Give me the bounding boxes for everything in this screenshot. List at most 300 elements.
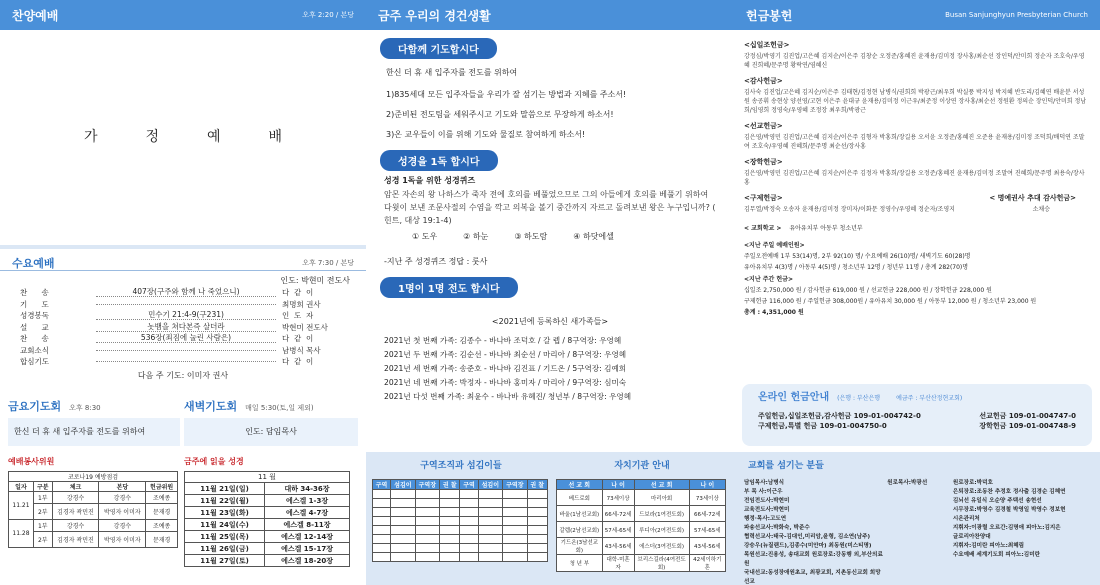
- table-row: [373, 517, 548, 526]
- table-row: [373, 553, 548, 562]
- friday-prayer-time: 오후 8:30: [69, 404, 101, 412]
- servant-line: 담임목사:남병식: [744, 480, 785, 486]
- quiz-option: ② 하눈: [463, 232, 489, 241]
- table-cell: [391, 517, 415, 526]
- table-cell: [391, 499, 415, 508]
- last-quiz-answer: -지난 주 성경퀴즈 정답 : 룻사: [384, 257, 488, 266]
- pray-items: [380, 78, 720, 140]
- table-row: [185, 495, 350, 507]
- offering-block-body: [744, 86, 1090, 115]
- praise-service-header: [0, 0, 366, 30]
- table-cell: 조예종: [146, 520, 178, 532]
- table-cell: [373, 517, 391, 526]
- table-header: 구역: [373, 480, 391, 490]
- online-offering: [742, 384, 1092, 446]
- order-item-name: 교회소식: [20, 345, 49, 355]
- offering-block: [744, 76, 1090, 121]
- table-cell: [503, 535, 527, 544]
- home-worship-char: 정: [145, 129, 160, 145]
- service-order-row: [20, 345, 350, 357]
- attendance-line: 주일오전예배 1부 53(14)명, 2부 92(10) 명/ 수요예배 26(10)명/ 새벽기도 60(28)명: [744, 253, 971, 260]
- servant-line: 협력선교사:태국-김대인,미리암,윤형, 김소연(남주): [744, 534, 871, 540]
- service-order-row: [20, 356, 350, 368]
- table-cell: [460, 544, 478, 553]
- table-cell: [527, 553, 547, 562]
- table-cell: [478, 508, 502, 517]
- table-cell: 대학-미혼자: [602, 555, 634, 572]
- table-header: 선 교 회: [634, 480, 689, 490]
- table-cell: [503, 553, 527, 562]
- offering-block-title: <감사헌금>: [744, 77, 783, 85]
- table-header: 섬김이: [391, 480, 415, 490]
- order-item-person: 다 같 이: [282, 334, 314, 344]
- table-cell: [391, 535, 415, 544]
- table-cell: 2부: [33, 504, 52, 520]
- table-cell: [440, 553, 460, 562]
- table-row: [373, 499, 548, 508]
- order-item-person: 다 같 이: [282, 357, 314, 367]
- offering-block-text: 김은영/박영민 김진업/고은혜 김지순/이은주 김정자 박홍희/장길용 오정준/홍혜진 윤재용/김미정 조말여 진혜희/문주명 최용숙/장사홍: [744, 170, 1085, 186]
- bible-reading-pill: 성경을 1독 합시다: [380, 150, 498, 171]
- offering-header: [734, 0, 1100, 30]
- online-account: 구제헌금,특별 헌금 109-01-004750-0: [758, 422, 887, 430]
- table-cell: 강경수: [99, 492, 146, 504]
- column-2: [366, 0, 734, 585]
- table-cell: 73세이상: [602, 490, 634, 506]
- new-family-line: 2021년 네 번째 가족: 박정자 - 바나바 홍미자 / 마리아 / 9구역장: 심미숙: [384, 378, 627, 387]
- order-item-detail: 민수기 21:4-9(구231): [96, 311, 276, 320]
- offering-block-body: [744, 131, 1090, 151]
- praise-service-title: 찬양예배: [12, 8, 59, 23]
- table-row: [557, 538, 726, 555]
- table-cell: 11월 22일(월): [185, 495, 265, 507]
- order-item-person: 인 도 자: [282, 311, 314, 321]
- income-line: 십일조 2,750,000 원 / 감사헌금 619,000 원 / 선교헌금 228,000 원 / 장학헌금 228,000 원: [744, 287, 992, 294]
- service-order-row: [20, 333, 350, 345]
- offering-block-text: 김사숙 김진업/고은혜 김지순/이은주 김태현/김정현 남병식/권희희 박광근/최우희 박실풍 박지성 박지혜 반도리/김혜연 배윤분 서성원 송공휘 송현상 양선영/고현 이은주 윤대규 윤재용/김미정 이근우/최준정 이상연 장사홍/최순선 정원환 정의순 장인덕/안미희 정남희/임영희 정영숙/우영혜 조정장 최우희/박광근: [744, 89, 1087, 114]
- order-item-name: 찬 송: [20, 288, 49, 298]
- table-cell: [503, 526, 527, 535]
- offering-block-head: [744, 40, 1090, 50]
- weekly-reading-title: 금주에 읽을 성경: [184, 457, 244, 466]
- table-cell: 11.28: [9, 520, 34, 548]
- service-committee: [8, 456, 180, 548]
- servant-line: 전임전도사:박현미: [744, 498, 790, 504]
- table-row: [185, 507, 350, 519]
- offering-title: 헌금봉헌: [746, 8, 793, 23]
- table-cell: [460, 508, 478, 517]
- service-committee-table: [8, 471, 178, 548]
- order-item-detail: 536장(죄짐에 눌린 사람은): [96, 334, 276, 343]
- wednesday-leader: 인도: 박현미 전도사: [280, 276, 350, 285]
- table-row: [185, 531, 350, 543]
- order-item-detail: [96, 304, 276, 305]
- offering-block-extra-title: < 명예권사 추대 감사헌금>: [989, 194, 1076, 202]
- table-cell: 대하 34-36장: [265, 483, 350, 495]
- order-item-name: 설 교: [20, 322, 49, 332]
- table-cell: 루디아(2여전도회): [634, 522, 689, 538]
- order-item-detail: [96, 350, 276, 351]
- order-item-detail: 407장(구주와 함께 나 죽었으니): [96, 288, 276, 297]
- church-school-text: 유아유치부 아동부 청소년부: [789, 225, 863, 232]
- praise-service-time: 오후 2:20 / 본당: [302, 11, 354, 19]
- table-cell: [527, 508, 547, 517]
- attendance-line: 유아유치부 4(3)명 / 아동부 4(5)명 / 청소년부 12명 / 청년부 11명 / 총계 282(70)명: [744, 264, 969, 271]
- table-cell: 73세이상: [689, 490, 725, 506]
- table-cell: [460, 499, 478, 508]
- friday-prayer: [8, 398, 180, 448]
- offering-block-head: [744, 76, 1090, 86]
- order-item-person: 남병식 목사: [282, 345, 321, 355]
- table-cell: 43세-56세: [602, 538, 634, 555]
- church-name: Busan Sanjunghyun Presbyterian Church: [945, 11, 1088, 19]
- table-cell: [503, 499, 527, 508]
- table-cell: [415, 535, 439, 544]
- offering-block-text: 김은영/박영민 김진업/고은혜 김지순/이은주 김형자 박홍희/장길용 오서윤 오정준/홍혜진 오준용 윤재용/김미정 조덕희/배덕연 조말여 조호숙/우영혜 진혜희/문주명 최순선/장사홍: [744, 134, 1085, 150]
- table-cell: 갈렙(2남선교회): [557, 522, 603, 538]
- table-cell: 에스겔 18-20장: [265, 555, 350, 567]
- table-cell: 브리스길라(4여전도회): [634, 555, 689, 572]
- servant-line: 수요예배 세계기도회 피아노:김미란: [952, 552, 1040, 558]
- table-cell: 에스겔 8-11장: [265, 519, 350, 531]
- online-bank: (은행 : 부산은행: [837, 395, 881, 402]
- service-order-row: [20, 287, 350, 299]
- groups-section: [366, 452, 734, 585]
- table-cell: 박영자 이미자: [99, 532, 146, 548]
- service-committee-title: 예배봉사위원: [8, 457, 55, 466]
- groups-title: 구역조직과 섬김이들: [420, 461, 502, 471]
- table-cell: [460, 553, 478, 562]
- table-cell: 11월 25일(목): [185, 531, 265, 543]
- offering-block-title: <구제헌금>: [744, 194, 783, 202]
- table-cell: [460, 526, 478, 535]
- attendance-title: <지난 주일 예배인원>: [744, 242, 805, 249]
- attendance: [734, 232, 1100, 316]
- home-worship-char: 예: [206, 129, 221, 145]
- order-item-detail: 놋뱀을 쳐다본즉 살더라: [96, 323, 276, 332]
- servant-line: 강승우(뉴질랜드),김종수(미안마) 최동원(미스티명): [744, 543, 872, 549]
- table-cell: 1부: [33, 492, 52, 504]
- church-school: [734, 220, 1100, 232]
- table-cell: 에스겔 1-3장: [265, 495, 350, 507]
- table-row: [9, 532, 178, 548]
- quiz-option: ③ 하도람: [514, 232, 548, 241]
- offering-block-text: 김무열/박정숙 오송자 윤재용/김미정 장미자/이화문 정영수/우영혜 정순자/조영지: [744, 206, 955, 213]
- table-cell: [478, 499, 502, 508]
- order-item-person: 최명희 권사: [282, 299, 321, 309]
- table-cell: [527, 499, 547, 508]
- offering-block-body: [744, 50, 1090, 70]
- table-row: [557, 522, 726, 538]
- weekly-reading: [184, 456, 358, 567]
- dawn-prayer-time: 매일 5:30(토,일 제외): [245, 404, 314, 412]
- table-cell: 마리아회: [634, 490, 689, 506]
- servant-line: 지휘자:이광렬 오르간:김명애 피아노:김지은: [952, 525, 1061, 531]
- table-cell: [478, 544, 502, 553]
- service-order-row: [20, 322, 350, 334]
- table-cell: [440, 490, 460, 499]
- dawn-prayer-desc: 인도: 담임목사: [184, 418, 358, 446]
- offering-block-title: <장학헌금>: [744, 158, 783, 166]
- service-committee-subtitle: 코로나19 예방점검: [9, 472, 178, 482]
- dawn-prayer: [184, 398, 358, 448]
- offering-block-body: [744, 203, 1090, 214]
- table-cell: [478, 517, 502, 526]
- table-cell: 에스겔 15-17장: [265, 543, 350, 555]
- table-cell: [373, 526, 391, 535]
- table-header: 헌금위원: [146, 482, 178, 492]
- pray-together-pill: 다함께 기도합시다: [380, 38, 497, 59]
- offering-block-head: [744, 121, 1090, 131]
- servant-line: 시무장로:박영수 김경철 박영일 박영수 정보현: [952, 507, 1066, 513]
- next-week-prayer: 다음 주 기도: 이미자 권사: [137, 370, 229, 380]
- quiz-title: 성경 1독을 위한 성경퀴즈: [384, 176, 476, 185]
- table-row: [185, 483, 350, 495]
- table-cell: [391, 526, 415, 535]
- servant-line: 글로리아찬양대: [952, 534, 991, 540]
- table-cell: [415, 499, 439, 508]
- table-cell: 1부: [33, 520, 52, 532]
- table-cell: [373, 544, 391, 553]
- table-row: [185, 519, 350, 531]
- new-families-title: <2021년에 등록하신 새가족들>: [491, 317, 609, 326]
- reading-month: 11 월: [185, 472, 350, 483]
- order-item-person: 박현미 전도사: [282, 322, 328, 332]
- table-row: [373, 544, 548, 553]
- table-header: 나 이: [689, 480, 725, 490]
- table-cell: [527, 535, 547, 544]
- table-cell: [440, 508, 460, 517]
- order-item-name: 성경봉독: [20, 311, 49, 321]
- table-row: [373, 508, 548, 517]
- table-cell: [391, 490, 415, 499]
- table-row: [373, 535, 548, 544]
- table-cell: 11월 26일(금): [185, 543, 265, 555]
- table-cell: 57세-65세: [602, 522, 634, 538]
- table-cell: [527, 517, 547, 526]
- evangelism-pill: 1명이 1명 전도 합시다: [380, 277, 518, 298]
- online-account: 선교헌금 109-01-004747-0: [979, 412, 1076, 420]
- table-cell: [440, 526, 460, 535]
- table-cell: [415, 553, 439, 562]
- order-item-detail: [96, 361, 276, 362]
- table-cell: [478, 553, 502, 562]
- table-cell: [503, 490, 527, 499]
- table-header: 구역장: [415, 480, 439, 490]
- table-cell: 66세-72세: [689, 506, 725, 522]
- table-cell: [373, 499, 391, 508]
- friday-prayer-desc: 한신 더 휴 새 입주자를 전도를 위하여: [8, 418, 180, 446]
- prayer-item: 1)835세대 모든 입주자들을 우리가 잘 섬기는 방법과 지혜를 주소서!: [386, 90, 627, 99]
- quiz-option: ① 도우: [412, 232, 438, 241]
- offering-blocks: [734, 30, 1100, 220]
- home-worship-char: 가: [83, 129, 98, 145]
- service-order-row: [20, 299, 350, 311]
- quiz-text: 암몬 자손의 왕 나하스가 죽자 전에 호의를 베풀었으므로 그의 아들에게 호의를 베풀기 위하여 다윗이 보낸 조문사절의 수염을 깍고 의복을 볼기 중간까지 자르고 돌려보낸 왕은 누구입니까? ( 힌트, 대상 19:1-4): [384, 190, 716, 225]
- online-offering-title: 온라인 헌금안내: [758, 392, 830, 403]
- table-cell: 66세-72세: [602, 506, 634, 522]
- table-cell: [391, 553, 415, 562]
- home-worship-banner: [0, 30, 366, 242]
- table-cell: 11월 27일(토): [185, 555, 265, 567]
- offering-block: [744, 121, 1090, 157]
- offering-block-title: <십일조헌금>: [744, 41, 790, 49]
- column-1: [0, 0, 366, 585]
- table-cell: [391, 544, 415, 553]
- piety-title: 금주 우리의 경건생활: [378, 8, 491, 23]
- table-header: 선 교 회: [557, 480, 603, 490]
- table-row: [557, 506, 726, 522]
- offering-block: [744, 40, 1090, 76]
- table-cell: [415, 517, 439, 526]
- servant-line: 은퇴장로:조동찬 추정호 정사출 김경순 김혜연: [952, 489, 1066, 495]
- servant-line: 목원선교:진용성, 송대교회 원로장로:강동행 외,부산의료원: [744, 552, 883, 567]
- quiz-option: ④ 하닷에셀: [573, 232, 614, 241]
- order-item-name: 합심기도: [20, 357, 49, 367]
- table-cell: [440, 499, 460, 508]
- servant-line: 행정·목사:고도연: [744, 516, 787, 522]
- table-cell: [460, 517, 478, 526]
- pray-intro: 한신 더 휴 새 입주자를 전도를 위하여: [386, 68, 518, 77]
- table-row: [185, 543, 350, 555]
- servant-line: 파송선교사:박화숙, 박준수: [744, 525, 810, 531]
- table-cell: [415, 508, 439, 517]
- table-cell: [440, 517, 460, 526]
- table-cell: 에스더(3여전도회): [634, 538, 689, 555]
- servant-line: 교육전도사:박현미: [744, 507, 790, 513]
- new-family-line: 2021년 다섯 번째 가족: 최윤수 - 바나바 유혜진/ 청년부 / 8구역장: 우영혜: [384, 392, 632, 401]
- table-cell: 문재경: [146, 504, 178, 520]
- table-row: [373, 490, 548, 499]
- table-cell: 문재경: [146, 532, 178, 548]
- table-cell: [373, 553, 391, 562]
- new-family-line: 2021년 첫 번째 가족: 김종수 - 바나바 조덕호 / 갈 렙 / 8구역장: 우영혜: [384, 336, 622, 345]
- table-cell: [478, 526, 502, 535]
- dawn-prayer-title: 새벽기도회: [184, 400, 238, 413]
- table-cell: [460, 490, 478, 499]
- table-cell: 43세-56세: [689, 538, 725, 555]
- table-row: [557, 555, 726, 572]
- servants-section: [734, 452, 1100, 585]
- table-row: [373, 526, 548, 535]
- table-cell: 강경수: [52, 520, 99, 532]
- table-header: 권 찰: [440, 480, 460, 490]
- table-row: [9, 504, 178, 520]
- order-item-name: 기 도: [20, 299, 49, 309]
- servant-line: 원로장로:박덕호: [952, 480, 993, 486]
- online-holder: 예금주 : 부산산정현교회): [896, 395, 963, 402]
- table-header: 권 찰: [527, 480, 547, 490]
- offering-block-extra-text: 소채승: [1032, 206, 1050, 213]
- table-row: [185, 555, 350, 567]
- church-school-label: < 교회학교 >: [744, 225, 782, 232]
- order-item-person: 다 같 이: [282, 288, 314, 298]
- table-cell: [415, 490, 439, 499]
- new-families-list: [380, 327, 720, 405]
- table-cell: 조예종: [146, 492, 178, 504]
- table-cell: [391, 508, 415, 517]
- table-cell: [478, 490, 502, 499]
- online-account: 장학헌금 109-01-004748-9: [979, 422, 1076, 430]
- wednesday-service-title: 수요예배: [12, 256, 55, 270]
- table-cell: [415, 544, 439, 553]
- offering-block-text: 강정심/박영기 김진업/고은혜 김지순/이은주 김창순 오정준/홍혜진 윤재용/김미정 장사홍/최순선 장인덕/안미희 정순자 조호숙/우영혜 진희혜/문주명 황락연/염혜신: [744, 53, 1085, 69]
- table-cell: 박영자 이미자: [99, 504, 146, 520]
- table-header: 섬김이: [478, 480, 502, 490]
- wednesday-service-time: 오후 7:30 / 본당: [302, 258, 354, 267]
- home-worship-char: 배: [268, 129, 283, 145]
- column-3: [734, 0, 1100, 585]
- table-cell: 김경자 곽민진: [52, 504, 99, 520]
- table-cell: [503, 517, 527, 526]
- table-cell: 김경자 곽민진: [52, 532, 99, 548]
- table-cell: 청 년 부: [557, 555, 603, 572]
- weekly-reading-table: [184, 471, 350, 567]
- table-cell: [415, 526, 439, 535]
- servant-line: 국내선교:동성장애원초교, 최광교회, 지촌동신교회 희망선교: [744, 570, 881, 585]
- offering-block-body: [744, 167, 1090, 187]
- table-cell: 에스겔 4-7장: [265, 507, 350, 519]
- table-cell: 기드온(3남선교회): [557, 538, 603, 555]
- servant-line: 시온관리처: [952, 516, 980, 522]
- table-row: [9, 520, 178, 532]
- wednesday-service: [0, 245, 366, 395]
- table-cell: 11월 23일(화): [185, 507, 265, 519]
- prayer-item: 2)준비된 전도팀을 세워주시고 기도와 말씀으로 무장하게 하소서!: [386, 110, 614, 119]
- income-line: 구제헌금 116,000 원 / 주일헌금 308,000원 / 유아유치 30,000 원 / 아동부 12,000 원 / 청소년부 23,000 원: [744, 298, 1037, 305]
- new-family-line: 2021년 두 번째 가족: 김순선 - 바나바 최순선 / 마리아 / 8구역장: 우영혜: [384, 350, 627, 359]
- table-cell: [503, 508, 527, 517]
- servant-line: 지휘자:김미란 피아노:최혜림: [952, 543, 1025, 549]
- piety-header: [366, 0, 734, 30]
- table-cell: [478, 535, 502, 544]
- income-total: 총계 : 4,351,000 원: [744, 309, 804, 316]
- service-order-row: [20, 310, 350, 322]
- table-row: [557, 490, 726, 506]
- table-cell: [373, 535, 391, 544]
- servants-right: [953, 479, 1090, 585]
- servant-line: 김뇌선 유일식 오순양 주택선 송현선: [952, 498, 1042, 504]
- new-family-line: 2021년 세 번째 가족: 송준호 - 바나바 김진표 / 기드온 / 5구역장: 김예희: [384, 364, 627, 373]
- table-cell: [440, 535, 460, 544]
- table-cell: [373, 508, 391, 517]
- table-cell: 42세이하기혼: [689, 555, 725, 572]
- table-header: 구역: [460, 480, 478, 490]
- table-cell: 바울(1남선교회): [557, 506, 603, 522]
- quiz-options: [380, 227, 720, 242]
- table-row: [373, 480, 548, 490]
- table-cell: [503, 544, 527, 553]
- table-cell: 강경수: [52, 492, 99, 504]
- table-cell: 베드로회: [557, 490, 603, 506]
- table-header: 구역장: [503, 480, 527, 490]
- table-cell: 11월 21일(일): [185, 483, 265, 495]
- table-cell: [527, 490, 547, 499]
- servant-line: 원로목사:박광선: [887, 480, 928, 486]
- groups-table: [372, 479, 548, 562]
- table-header: 일자: [9, 482, 34, 492]
- table-header: 체크: [52, 482, 99, 492]
- table-cell: 강경수: [99, 520, 146, 532]
- order-of-service: [0, 286, 366, 368]
- prayer-item: 3)온 교우들이 이를 위해 기도와 물질로 참여하게 하소서!: [386, 130, 586, 139]
- income-title: <지난 주간 헌금>: [744, 276, 794, 283]
- offering-block-head: [744, 157, 1090, 167]
- table-cell: 2부: [33, 532, 52, 548]
- table-cell: [527, 544, 547, 553]
- table-cell: [373, 490, 391, 499]
- table-header: 구분: [33, 482, 52, 492]
